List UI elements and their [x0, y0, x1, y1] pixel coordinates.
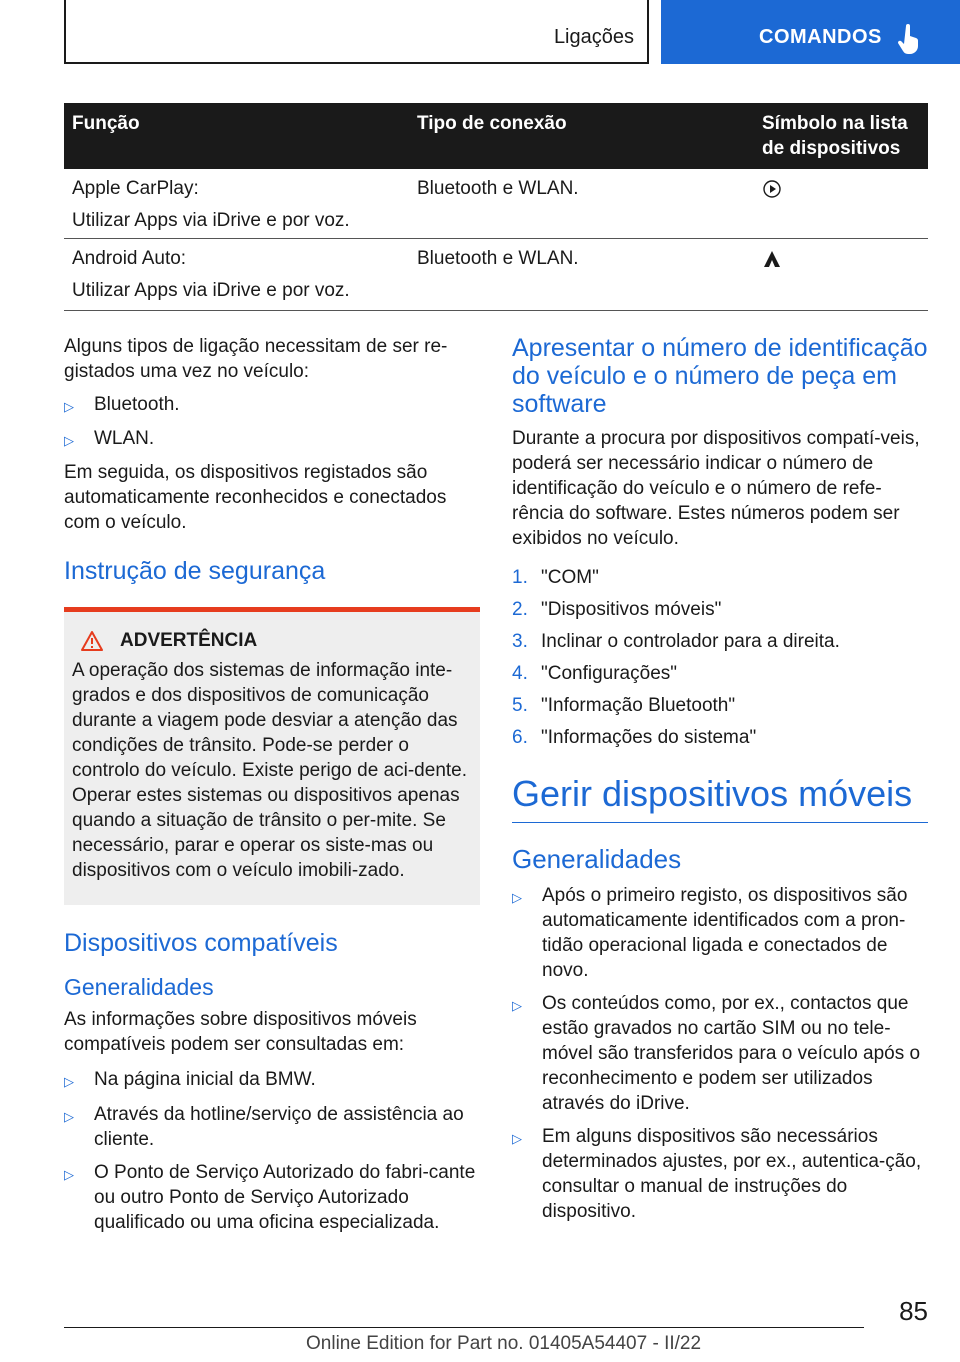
manage-subheading: Generalidades	[512, 844, 682, 874]
section-title: Ligações	[553, 26, 634, 48]
step-item: 2. "Dispositivos móveis"	[512, 599, 722, 620]
list-item: ▷ O Ponto de Serviço Autorizado do fabri-cante ou outro Ponto de Serviço Autorizado qualificado ou uma oficina especializada.	[64, 1162, 476, 1233]
connection-table	[64, 103, 928, 311]
intro-after-text: Em seguida, os dispositivos registados são automaticamente reconhecidos e conectados com o veículo.	[64, 462, 447, 533]
carplay-icon	[762, 179, 782, 199]
step-item: 6. "Informações do sistema"	[512, 727, 757, 748]
vin-text: Durante a procura por dispositivos compatí-veis, poderá ser necessário indicar o número de identificação do veículo e o número de refe-rência do software. Estes números podem ser exibidos no veículo.	[512, 428, 920, 549]
intro-text: Alguns tipos de ligação necessitam de ser re-gistados uma vez no veículo:	[64, 336, 448, 382]
function-desc: Utilizar Apps via iDrive e por voz.	[72, 280, 350, 301]
warning-title: ADVERTÊNCIA	[120, 630, 258, 651]
list-item: ▷ WLAN.	[64, 428, 155, 449]
list-item: ▷ Em alguns dispositivos são necessários determinados ajustes, por ex., autentica-ção, consultar o manual de instruções do dispositivo.	[512, 1126, 922, 1222]
list-item: ▷ Bluetooth.	[64, 394, 180, 415]
page-number: 85	[899, 1296, 928, 1326]
step-item: 4. "Configurações"	[512, 663, 678, 684]
step-item: 5. "Informação Bluetooth"	[512, 695, 736, 716]
header-cell: Símbolo na lista de dispositivos	[762, 113, 908, 159]
warning-text: A operação dos sistemas de informação inte-grados e dos dispositivos de comunicação durante a viagem pode desviar a atenção das condições de trânsito. Pode-se perder o controlo do veículo. Existe perigo de aci-dente. Operar estes sistemas ou dispositivos apenas quando a situação de trânsito o per-mite. Se necessário, parar e operar os siste-mas ou dispositivos com o veículo imobili-zado.	[72, 660, 468, 881]
left-column	[64, 334, 480, 1235]
header-cell: Tipo de conexão	[417, 113, 567, 134]
compat-subheading: Generalidades	[64, 974, 214, 1000]
function-desc: Utilizar Apps via iDrive e por voz.	[72, 210, 350, 231]
connection-type: Bluetooth e WLAN.	[417, 248, 579, 269]
list-item: ▷ Na página inicial da BMW.	[64, 1069, 316, 1090]
compat-heading: Dispositivos compatíveis	[64, 929, 338, 957]
warning-box	[64, 607, 480, 905]
footer-rule	[64, 1327, 864, 1328]
list-item: ▷ Os conteúdos como, por ex., contactos que estão gravados no cartão SIM ou no tele-móvel são transferidos para o veículo após o reconhecimento e podem ser utilizados através do iDrive.	[512, 993, 921, 1114]
android-auto-icon	[762, 249, 782, 269]
table-row	[64, 169, 928, 239]
tab-label: COMANDOS	[759, 26, 882, 48]
header-cell: Função	[72, 113, 140, 134]
step-item: 3. Inclinar o controlador para a direita.	[512, 631, 840, 652]
edition-text: Online Edition for Part no. 01405A54407 - II/22	[306, 1333, 702, 1354]
manage-heading: Gerir dispositivos móveis	[512, 773, 913, 814]
function-name: Android Auto:	[72, 248, 187, 269]
table-row	[64, 239, 928, 311]
function-name: Apple CarPlay:	[72, 178, 199, 199]
table-header	[64, 103, 928, 169]
list-item: ▷ Através da hotline/serviço de assistência ao cliente.	[64, 1104, 464, 1150]
warning-icon	[80, 630, 104, 652]
right-column	[512, 334, 928, 1224]
connection-type: Bluetooth e WLAN.	[417, 178, 579, 199]
step-item: 1. "COM"	[512, 567, 599, 588]
safety-heading: Instrução de segurança	[64, 557, 326, 585]
tab-comandos[interactable]	[661, 0, 960, 64]
compat-text: As informações sobre dispositivos móveis compatíveis podem ser consultadas em:	[64, 1009, 417, 1055]
touch-hand-icon	[897, 24, 921, 54]
vin-heading: Apresentar o número de identificação do veículo e o número de peça em software	[512, 334, 928, 418]
list-item: ▷ Após o primeiro registo, os dispositivos são automaticamente identificados com a pron-tidão operacional ligada e conectados de novo.	[512, 885, 908, 981]
